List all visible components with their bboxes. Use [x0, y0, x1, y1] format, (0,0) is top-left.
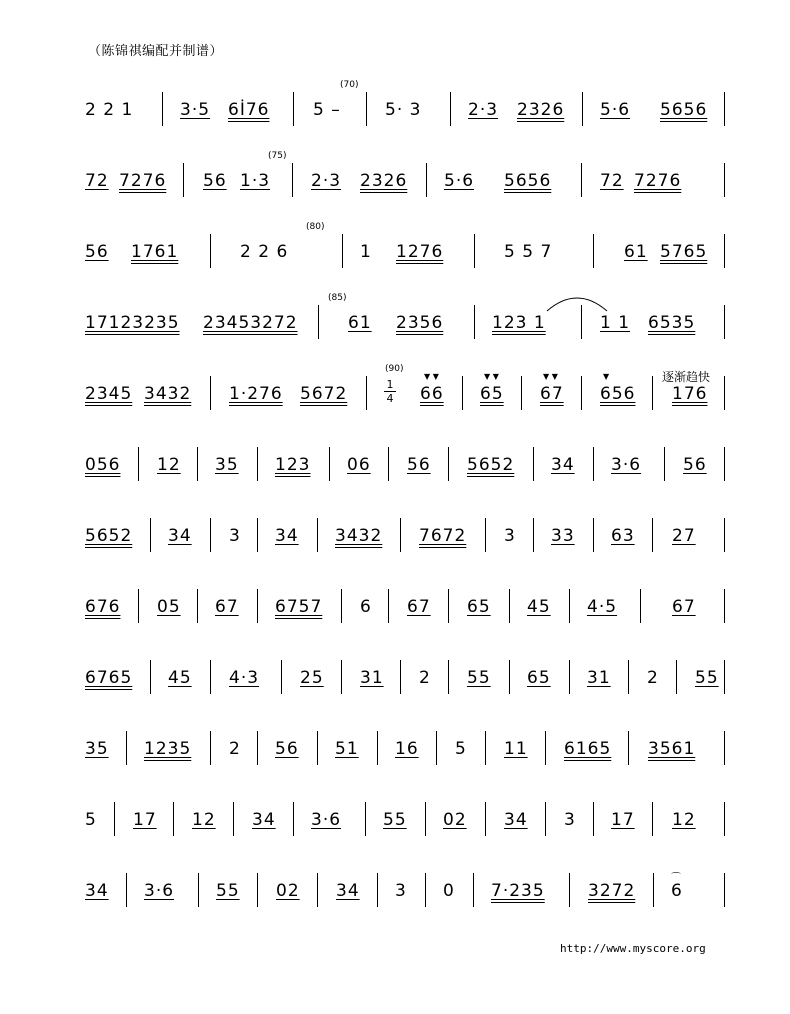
note-group: 34: [336, 881, 360, 901]
note-group: 02: [443, 810, 467, 830]
barline: [257, 731, 258, 765]
barline: [473, 873, 474, 907]
barline: [210, 660, 211, 694]
note-group: 2·3: [468, 100, 499, 120]
barline: [257, 518, 258, 552]
note-group: 67: [215, 597, 239, 617]
note-group: 6165: [564, 739, 612, 759]
note-group: 2326: [517, 100, 565, 120]
barline: [388, 589, 389, 623]
barline: [162, 92, 163, 126]
barline: [462, 376, 463, 410]
barline: [593, 234, 594, 268]
note-group: 3272: [588, 881, 636, 901]
barline: [724, 305, 725, 339]
note-group: 67: [540, 384, 564, 404]
note-group: 16: [395, 739, 419, 759]
note-group: 61: [348, 313, 372, 333]
barline: [317, 731, 318, 765]
score-line-11: [0, 790, 790, 850]
barline: [485, 731, 486, 765]
note-group: 1235: [144, 739, 192, 759]
note-group: 34: [252, 810, 276, 830]
barline: [652, 518, 653, 552]
note-group: 17: [133, 810, 157, 830]
measure-number: (85): [328, 293, 347, 303]
barline: [425, 802, 426, 836]
note-group: 3: [229, 526, 241, 546]
note-group: 5652: [85, 526, 133, 546]
note-group: 56: [275, 739, 299, 759]
note-group: 5: [85, 810, 97, 830]
barline: [197, 589, 198, 623]
score-line-7: [0, 506, 790, 566]
note-group: 55: [216, 881, 240, 901]
barline: [474, 234, 475, 268]
note-group: 6: [360, 597, 372, 617]
barline: [593, 447, 594, 481]
note-group: 12: [157, 455, 181, 475]
barline: [569, 589, 570, 623]
note-group: 06: [347, 455, 371, 475]
barline: [569, 873, 570, 907]
note-group: 05: [157, 597, 181, 617]
note-group: 56: [407, 455, 431, 475]
barline: [448, 447, 449, 481]
barline: [474, 305, 475, 339]
note-group: 34: [168, 526, 192, 546]
score-line-10: [0, 719, 790, 779]
score-line-6: [0, 435, 790, 495]
note-group: 7276: [119, 171, 167, 191]
note-group: 6İ76: [228, 100, 270, 120]
note-group: 34: [85, 881, 109, 901]
barline: [281, 660, 282, 694]
note-group: 63: [611, 526, 635, 546]
note-group: 4·3: [229, 668, 260, 688]
barline: [653, 873, 654, 907]
note-group: 1·3: [240, 171, 271, 191]
barline: [652, 802, 653, 836]
note-group: 2·3: [311, 171, 342, 191]
note-group: 61: [624, 242, 648, 262]
note-group: 6535: [648, 313, 696, 333]
note-group: 34: [504, 810, 528, 830]
note-group: 5765: [660, 242, 708, 262]
barline: [198, 873, 199, 907]
note-group: 45: [168, 668, 192, 688]
note-group: 35: [85, 739, 109, 759]
note-group: 17123235: [85, 313, 180, 333]
measure-number: (80): [306, 222, 325, 232]
note-group: 2 2 1: [85, 100, 134, 120]
barline: [150, 660, 151, 694]
note-group: 55: [383, 810, 407, 830]
note-group: 2: [419, 668, 431, 688]
note-group: 7·235: [491, 881, 545, 901]
barline: [533, 447, 534, 481]
note-group: 0: [443, 881, 455, 901]
note-group: 51: [335, 739, 359, 759]
barline: [652, 376, 653, 410]
note-group: 67: [407, 597, 431, 617]
barline: [197, 447, 198, 481]
note-group: 6765: [85, 668, 133, 688]
barline: [581, 305, 582, 339]
score-line-5: [0, 364, 790, 424]
note-group: 72: [85, 171, 109, 191]
note-group: 3561: [648, 739, 696, 759]
measure-number: (70): [340, 80, 359, 90]
tie-slur: [545, 293, 609, 313]
note-group: 25: [300, 668, 324, 688]
barline: [210, 731, 211, 765]
note-group: 1: [360, 242, 372, 262]
barline: [318, 305, 319, 339]
note-group: 5: [455, 739, 467, 759]
note-group: 656: [600, 384, 636, 404]
note-group: 34: [275, 526, 299, 546]
note-group: 056: [85, 455, 121, 475]
note-group: 35: [215, 455, 239, 475]
note-group: 12: [192, 810, 216, 830]
note-group: 3: [395, 881, 407, 901]
barline: [724, 802, 725, 836]
note-group: 3·5: [180, 100, 211, 120]
barline: [317, 873, 318, 907]
barline: [724, 163, 725, 197]
note-group: 72: [600, 171, 624, 191]
note-group: 67: [672, 597, 696, 617]
barline: [628, 660, 629, 694]
score-credit: （陈锦祺编配并制谱）: [88, 44, 224, 59]
note-group: 56: [203, 171, 227, 191]
score-line-4: [0, 293, 790, 353]
barline: [724, 873, 725, 907]
note-group: 676: [85, 597, 121, 617]
barline: [485, 518, 486, 552]
note-group: 31: [587, 668, 611, 688]
barline: [317, 518, 318, 552]
note-group: 176: [672, 384, 708, 404]
barline: [533, 518, 534, 552]
barline: [257, 447, 258, 481]
note-group: 3: [564, 810, 576, 830]
barline: [724, 447, 725, 481]
score-line-1: [0, 80, 790, 140]
note-group: 4·5: [587, 597, 618, 617]
note-group: 5· 3: [385, 100, 422, 120]
barline: [210, 376, 211, 410]
barline: [341, 660, 342, 694]
barline: [292, 163, 293, 197]
barline: [329, 447, 330, 481]
note-group: 5 –: [313, 100, 341, 120]
barline: [640, 589, 641, 623]
note-group: 7672: [419, 526, 467, 546]
barline: [521, 376, 522, 410]
note-group: 5 5 7: [504, 242, 553, 262]
barline: [448, 660, 449, 694]
accent-marks: ▼ ▼: [424, 372, 439, 381]
barline: [436, 731, 437, 765]
measure-number: (75): [268, 151, 287, 161]
note-group: 6: [671, 881, 683, 901]
barline: [366, 376, 367, 410]
barline: [664, 447, 665, 481]
source-url: http://www.myscore.org: [560, 942, 706, 955]
barline: [377, 731, 378, 765]
barline: [342, 234, 343, 268]
barline: [138, 589, 139, 623]
barline: [233, 802, 234, 836]
note-group: 3432: [335, 526, 383, 546]
note-group: 1276: [396, 242, 444, 262]
note-group: 5652: [467, 455, 515, 475]
barline: [545, 731, 546, 765]
note-group: 1761: [131, 242, 179, 262]
note-group: 56: [683, 455, 707, 475]
barline: [628, 731, 629, 765]
note-group: 17: [611, 810, 635, 830]
barline: [545, 802, 546, 836]
note-group: 27: [672, 526, 696, 546]
time-signature: [384, 378, 396, 405]
accent-marks: ▼: [603, 372, 610, 381]
measure-number: (90): [385, 364, 404, 374]
note-group: 2: [229, 739, 241, 759]
barline: [388, 447, 389, 481]
barline: [114, 802, 115, 836]
barline: [183, 163, 184, 197]
barline: [257, 873, 258, 907]
barline: [724, 376, 725, 410]
note-group: 5672: [300, 384, 348, 404]
barline: [582, 92, 583, 126]
note-group: 3: [504, 526, 516, 546]
note-group: 23453272: [203, 313, 298, 333]
barline: [450, 92, 451, 126]
barline: [509, 660, 510, 694]
score-line-3: [0, 222, 790, 282]
note-group: 7276: [634, 171, 682, 191]
note-group: 1·276: [229, 384, 283, 404]
note-group: 12: [672, 810, 696, 830]
note-group: 45: [527, 597, 551, 617]
time-signature-denominator: 4: [386, 392, 394, 405]
score-line-12: [0, 861, 790, 921]
barline: [724, 589, 725, 623]
score-line-2: [0, 151, 790, 211]
note-group: 3·6: [611, 455, 642, 475]
barline: [210, 518, 211, 552]
note-group: 2 2 6: [240, 242, 289, 262]
barline: [581, 163, 582, 197]
note-group: 55: [695, 668, 719, 688]
barline: [293, 802, 294, 836]
score-line-9: [0, 648, 790, 708]
barline: [593, 802, 594, 836]
barline: [509, 589, 510, 623]
barline: [366, 92, 367, 126]
barline: [377, 873, 378, 907]
note-group: 65: [480, 384, 504, 404]
accent-marks: ▼ ▼: [543, 372, 558, 381]
score-line-8: [0, 577, 790, 637]
note-group: 56: [85, 242, 109, 262]
note-group: 33: [551, 526, 575, 546]
note-group: 34: [551, 455, 575, 475]
barline: [126, 731, 127, 765]
note-group: 3·6: [311, 810, 342, 830]
note-group: 5656: [660, 100, 708, 120]
barline: [569, 660, 570, 694]
note-group: 2345: [85, 384, 133, 404]
note-group: 3432: [144, 384, 192, 404]
note-group: 2326: [360, 171, 408, 191]
note-group: 1 1: [600, 313, 631, 333]
note-group: 2: [647, 668, 659, 688]
note-group: 55: [467, 668, 491, 688]
note-group: 11: [504, 739, 528, 759]
barline: [293, 92, 294, 126]
barline: [448, 589, 449, 623]
barline: [210, 234, 211, 268]
barline: [400, 660, 401, 694]
note-group: 123: [275, 455, 311, 475]
note-group: 123 1: [492, 313, 546, 333]
barline: [581, 376, 582, 410]
barline: [676, 660, 677, 694]
note-group: 02: [276, 881, 300, 901]
barline: [341, 589, 342, 623]
barline: [426, 163, 427, 197]
barline: [365, 802, 366, 836]
barline: [425, 873, 426, 907]
note-group: 65: [467, 597, 491, 617]
fermata-icon: ⌒: [671, 873, 681, 884]
barline: [485, 802, 486, 836]
accent-marks: ▼ ▼: [484, 372, 499, 381]
barline: [150, 518, 151, 552]
note-group: 66: [420, 384, 444, 404]
barline: [724, 234, 725, 268]
barline: [724, 92, 725, 126]
barline: [126, 873, 127, 907]
barline: [593, 518, 594, 552]
barline: [724, 518, 725, 552]
note-group: 65: [527, 668, 551, 688]
barline: [173, 802, 174, 836]
tempo-expression: 逐渐趋快: [662, 370, 711, 384]
barline: [400, 518, 401, 552]
note-group: 6757: [275, 597, 323, 617]
barline: [724, 660, 725, 694]
note-group: 5·6: [444, 171, 475, 191]
barline: [724, 731, 725, 765]
barline: [257, 589, 258, 623]
time-signature-numerator: 1: [384, 378, 396, 392]
note-group: 31: [360, 668, 384, 688]
barline: [138, 447, 139, 481]
note-group: 2356: [396, 313, 444, 333]
note-group: 3·6: [144, 881, 175, 901]
note-group: 5656: [504, 171, 552, 191]
note-group: 5·6: [600, 100, 631, 120]
